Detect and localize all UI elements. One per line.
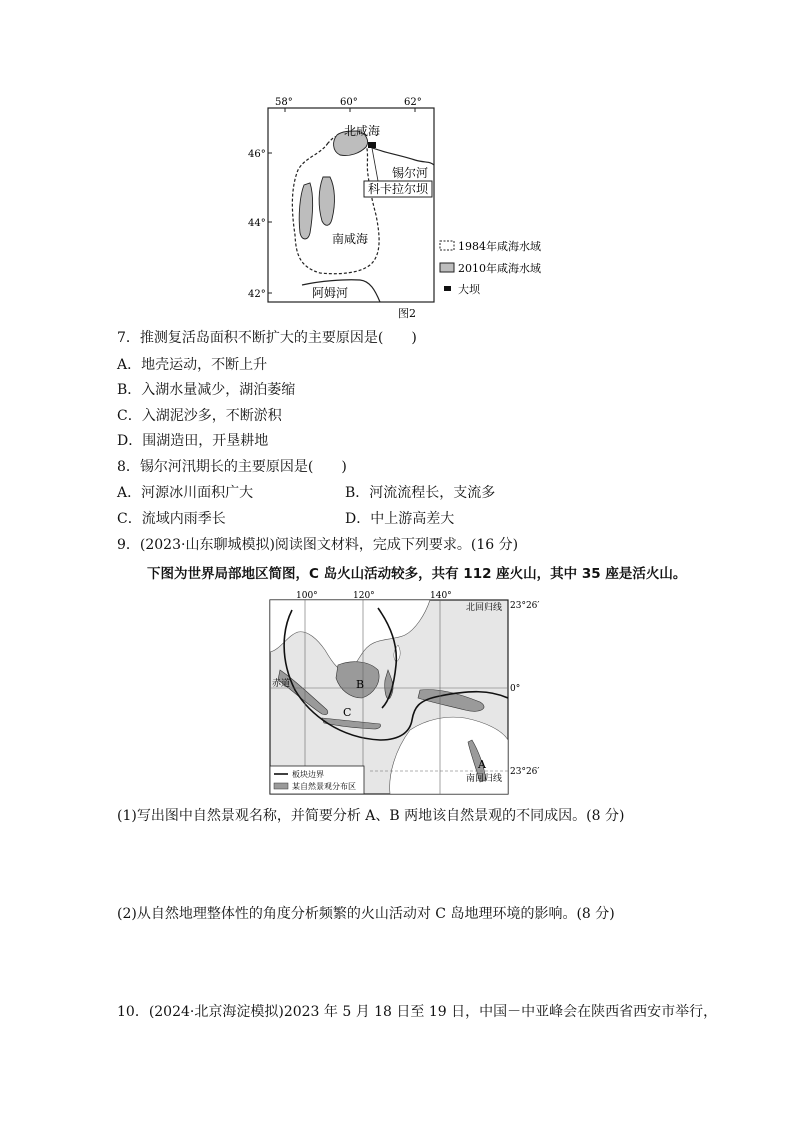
q10-stem: 10．(2024·北京海淀模拟)2023 年 5 月 18 日至 19 日，中国－中亚峰会在陕西省西安市举行，: [117, 1004, 718, 1020]
q8-option-a: A．河源冰川面积广大: [117, 485, 254, 501]
point-c-label: C: [343, 706, 352, 719]
lat-label-46: 46°: [248, 149, 266, 160]
q9-subquestion-1: (1)写出图中自然景观名称，并简要分析 A、B 两地该自然景观的不同成因。(8 分): [117, 808, 625, 824]
q7-option-b: B．入湖水量减少，湖泊萎缩: [117, 382, 296, 398]
lon-label-62: 62°: [404, 97, 422, 108]
legend-1984: 1984年咸海水域: [458, 240, 541, 253]
lon-label-120: 120°: [353, 591, 375, 601]
lat-label-south-tropic: 23°26′: [510, 767, 540, 777]
point-a-label: A: [478, 758, 486, 771]
lat-label-north-tropic: 23°26′: [510, 601, 540, 611]
label-amu-darya: 阿姆河: [312, 286, 349, 300]
label-syr-darya: 锡尔河: [392, 166, 429, 180]
legend-plate-boundary: 板块边界: [292, 770, 324, 779]
southeast-asia-map: [240, 590, 570, 800]
label-equator: 赤道: [272, 679, 291, 689]
point-b-label: B: [356, 678, 365, 691]
lon-label-140: 140°: [430, 591, 452, 601]
label-south-aral: 南咸海: [332, 232, 369, 246]
q7-option-c: C．入湖泥沙多，不断淤积: [117, 408, 282, 424]
legend-dam: 大坝: [458, 283, 480, 296]
q7-stem: 7．推测复活岛面积不断扩大的主要原因是( ): [117, 330, 417, 346]
label-north-aral: 北咸海: [344, 124, 381, 138]
q9-stem: 9．(2023·山东聊城模拟)阅读图文材料，完成下列要求。(16 分): [117, 537, 519, 553]
q8-option-d: D．中上游高差大: [345, 511, 455, 527]
label-tropic-cancer: 北回归线: [466, 603, 503, 613]
q8-stem: 8．锡尔河汛期长的主要原因是( ): [117, 459, 347, 475]
lat-label-44: 44°: [248, 218, 266, 229]
q7-option-a: A．地壳运动，不断上升: [117, 357, 268, 373]
aral-sea-map: [240, 95, 570, 325]
q8-option-b: B．河流流程长，支流多: [345, 485, 496, 501]
label-tropic-capricorn: 南回归线: [466, 774, 503, 784]
lat-label-42: 42°: [248, 289, 266, 300]
lon-label-58: 58°: [275, 97, 293, 108]
lon-label-100: 100°: [296, 591, 318, 601]
legend-landscape-area: 某自然景观分布区: [292, 782, 356, 791]
figure-caption: 图2: [398, 307, 416, 320]
legend-2010: 2010年咸海水域: [458, 262, 541, 275]
lon-label-60: 60°: [340, 97, 358, 108]
q7-option-d: D．围湖造田，开垦耕地: [117, 433, 269, 449]
q9-subquestion-2: (2)从自然地理整体性的角度分析频繁的火山活动对 C 岛地理环境的影响。(8 分): [117, 906, 615, 922]
lat-label-equator: 0°: [510, 684, 521, 694]
q8-option-c: C．流域内雨季长: [117, 511, 226, 527]
q9-intro: 下图为世界局部地区简图，C 岛火山活动较多，共有 112 座火山，其中 35 座是活火山。: [147, 566, 687, 582]
label-dam-name: 科卡拉尔坝: [368, 182, 429, 196]
